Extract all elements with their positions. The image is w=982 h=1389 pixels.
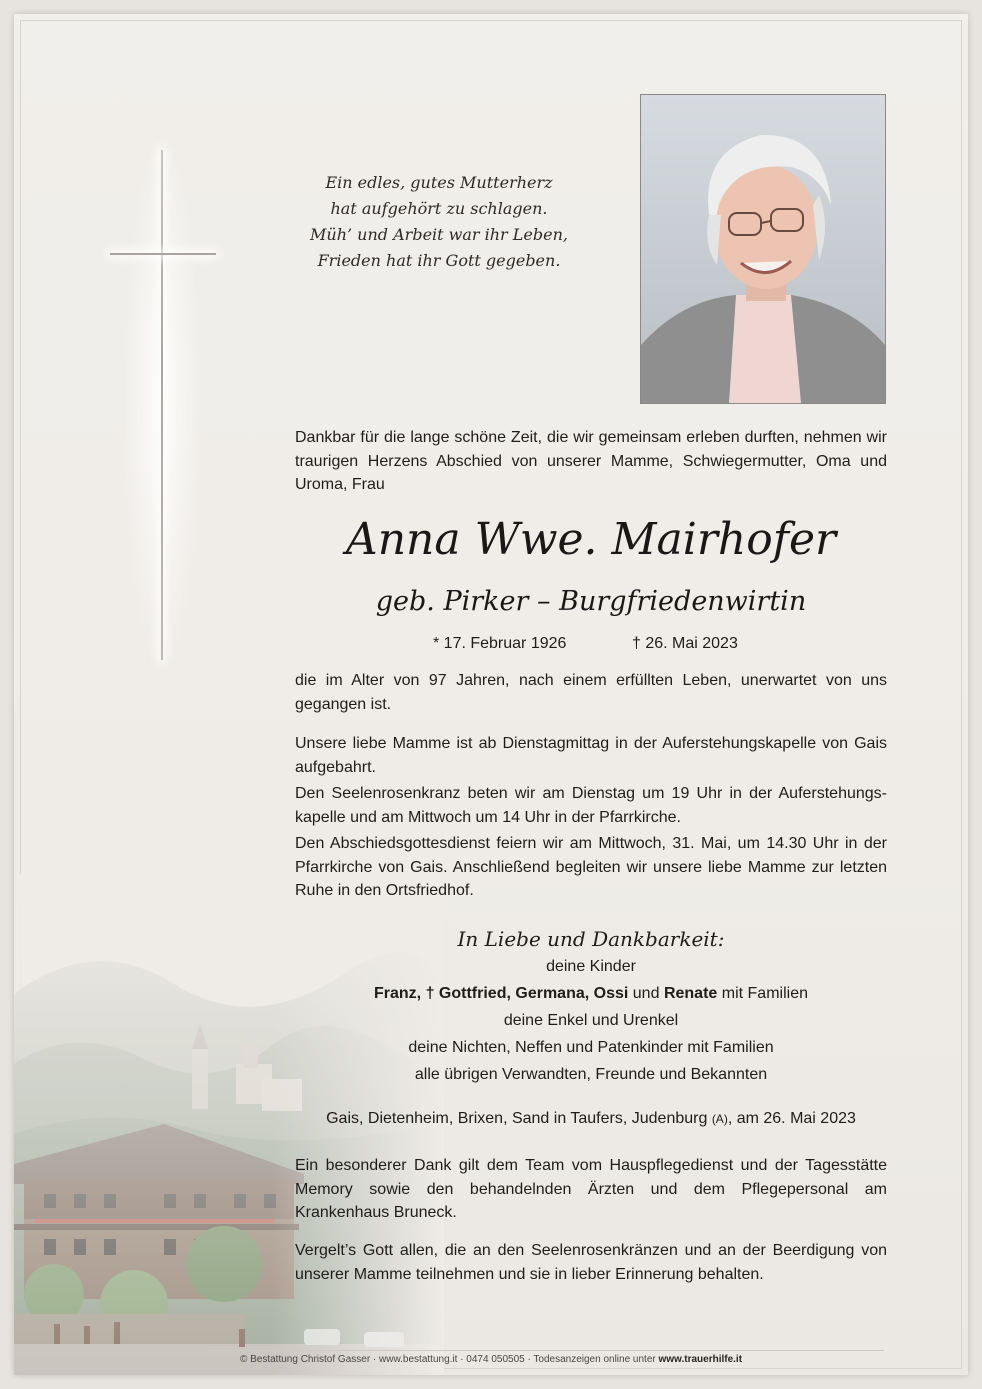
cross-bar: [110, 253, 216, 255]
footer-text: © Bestattung Christof Gasser · www.bestattung.it · 0474 050505 · Todesanzeigen online unter: [239, 1354, 656, 1365]
country-code: (A): [711, 1112, 728, 1126]
mourners-block: [295, 926, 887, 1088]
closing-paragraph: Vergelt’s Gott allen, die an den Seelenrosenkränzen und an der Beerdigung von unserer Mamme teilnehmen und sie in lieber Erinnerung behalten.: [295, 1242, 887, 1283]
places: Gais, Dietenheim, Brixen, Sand in Taufers, Judenburg: [326, 1110, 708, 1127]
portrait-photo: [640, 94, 886, 404]
verse-line: Frieden hat ihr Gott gegeben.: [317, 251, 561, 270]
arrangements-paragraph-1: Unsere liebe Mamme ist ab Dienstagmittag in der Auferstehungskapelle von Gais aufgebahrt.: [295, 735, 887, 776]
deceased-name: Anna Wwe. Mairhofer: [345, 514, 837, 565]
verse-line: Ein edles, gutes Mutterherz: [325, 173, 553, 192]
mourners-heading: In Liebe und Dankbarkeit:: [457, 927, 725, 951]
others-line: alle übrigen Verwandten, Freunde und Bekannten: [414, 1066, 768, 1083]
child-name: Renate: [663, 985, 718, 1002]
children-list: [295, 980, 887, 1007]
death-date: † 26. Mai 2023: [632, 635, 738, 652]
arrangements-paragraph-3: Den Abschiedsgottesdienst feiern wir am Mittwoch, 31. Mai, um 14.30 Uhr in der Pfarrkirche von Gais. Anschließend begleiten wir unsere liebe Mamme zur letzten Ruhe in den Ortsfriedhof.: [295, 835, 887, 899]
grandchildren-line: deine Enkel und Urenkel: [503, 1012, 679, 1029]
verse-line: Müh’ und Arbeit war ihr Leben,: [310, 225, 568, 244]
arrangements-paragraph-2: Den Seelenrosenkranz beten wir am Dienstag um 19 Uhr in der Auferstehungs-kapelle und am Mittwoch um 14 Uhr in der Pfarrkirche.: [295, 785, 887, 826]
cross-icon: [161, 150, 163, 660]
footer: [14, 1354, 968, 1365]
obituary-page: [14, 14, 968, 1375]
birth-date: * 17. Februar 1926: [433, 635, 567, 652]
intro-paragraph: Dankbar für die lange schöne Zeit, die wir gemeinsam erleben durften, nehmen wir traurigen Herzens Abschied von unserer Mamme, Schwiegermutter, Oma und Uroma, Frau: [295, 429, 887, 493]
conjunction: und: [632, 985, 660, 1002]
child-name: † Gottfried,: [425, 985, 511, 1002]
child-name: Ossi: [593, 985, 629, 1002]
thanks-paragraph: Ein besonderer Dank gilt dem Team vom Hauspflegedienst und der Tagesstätte Memory sowie den behandelnden Ärzten und dem Pflegepersonal am Krankenhaus Bruneck.: [295, 1157, 887, 1221]
children-label: deine Kinder: [546, 958, 636, 975]
maiden-name: geb. Pirker – Burgfriedenwirtin: [375, 586, 807, 617]
nieces-line: deine Nichten, Neffen und Patenkinder mit Familien: [408, 1039, 774, 1056]
footer-link[interactable]: www.trauerhilfe.it: [658, 1354, 743, 1365]
footer-divider: [204, 1350, 884, 1351]
age-paragraph: die im Alter von 97 Jahren, nach einem erfüllten Leben, unerwartet von uns gegangen ist.: [295, 672, 887, 713]
verse-line: hat aufgehört zu schlagen.: [330, 199, 548, 218]
child-name: Germana,: [515, 985, 590, 1002]
places-date-line: [295, 1105, 887, 1133]
children-suffix: mit Familien: [721, 985, 808, 1002]
date-of-notice: , am 26. Mai 2023: [727, 1110, 856, 1127]
child-name: Franz,: [374, 985, 422, 1002]
memorial-verse: [294, 170, 584, 274]
